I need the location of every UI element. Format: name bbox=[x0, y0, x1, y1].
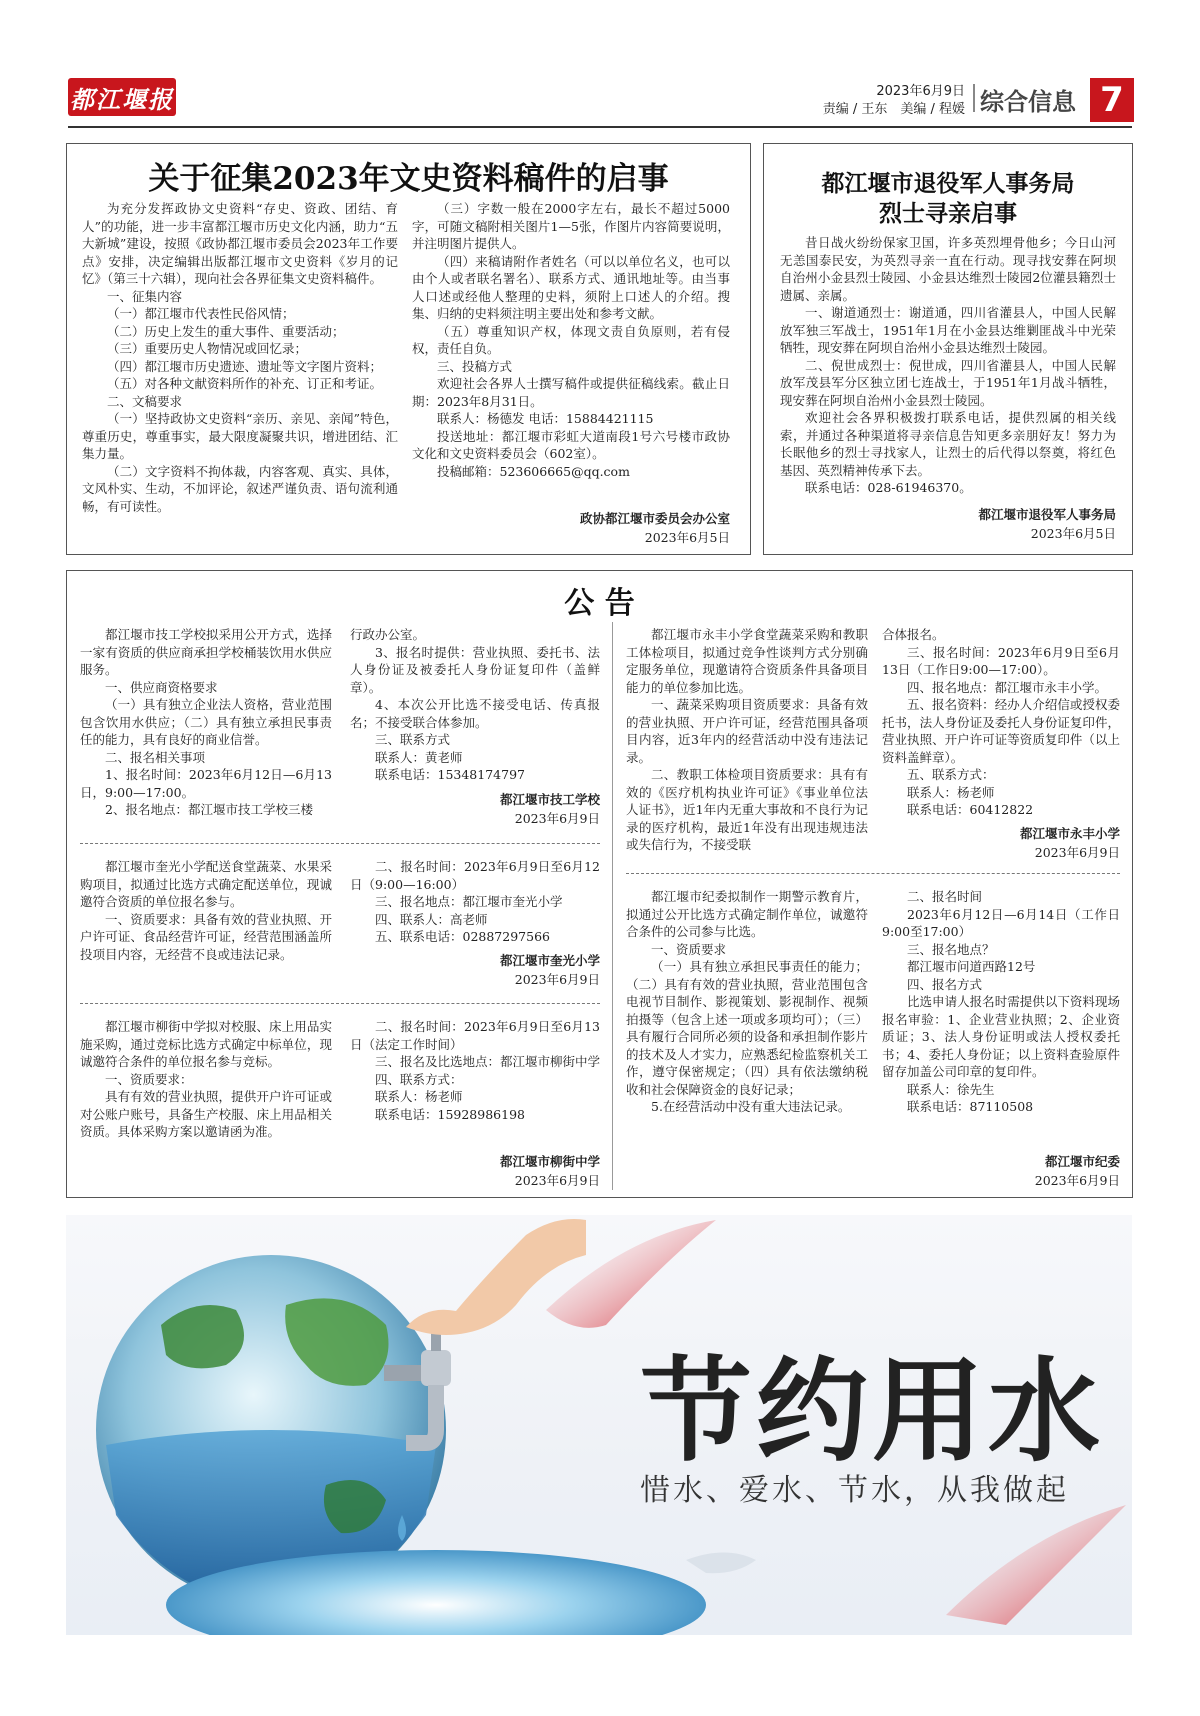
paragraph: 具有有效的营业执照，提供开户许可证或对公账户账号，具备生产校服、床上用品相关资质。具体采购方案以邀请函为准。 bbox=[80, 1089, 332, 1139]
paragraph: 联系电话：15928986198 bbox=[375, 1106, 525, 1122]
paragraph: 三、报名地点：都江堰市奎光小学 bbox=[375, 894, 563, 909]
paragraph: 欢迎社会各界人士撰写稿件或提供征稿线索。截止日期：2023年8月31日。 bbox=[412, 376, 730, 409]
paragraph: 联系人：杨老师 bbox=[907, 784, 995, 800]
notice-jigong-col2 bbox=[350, 626, 600, 784]
notice-kuiguang-col1 bbox=[80, 858, 332, 963]
paragraph: 都江堰市技工学校拟采用公开方式，选择一家有资质的供应商承担学校桶装饮用水供应服务。 bbox=[80, 627, 332, 677]
paragraph: （五）尊重知识产权，体现文责自负原则，若有侵权，责任自负。 bbox=[412, 323, 730, 356]
newspaper-logo: 都江堰报 bbox=[68, 78, 176, 116]
paragraph: 为充分发挥政协文史资料“存史、资政、团结、育人”的功能，进一步丰富都江堰市历史文化内涵，助力“五大新城”建设，按照《政协都江堰市委员会2023年工作要点》安排，决定编辑出版都江堰市文史资料《岁月的记忆》（第三十六辑），现向社会各界征集文史资料稿件。 bbox=[82, 201, 398, 286]
paragraph: 联系人：黄老师 bbox=[375, 749, 463, 765]
banner-subtitle: 惜水、爱水、节水，从我做起 bbox=[640, 1473, 1069, 1508]
notice-yongfeng-date: 2023年6月9日 bbox=[1034, 845, 1120, 860]
notice-yongfeng-signer: 都江堰市永丰小学 bbox=[1019, 826, 1120, 841]
paragraph: （二）历史上发生的重大事件、重要活动； bbox=[107, 323, 345, 339]
issue-date: 2023年6月9日 bbox=[876, 84, 965, 99]
banner-title: 节约用水 bbox=[640, 1346, 1104, 1477]
paragraph: 五、联系电话：02887297566 bbox=[375, 929, 550, 944]
gonggao-center-divider bbox=[612, 622, 613, 1190]
editors: 责编 / 王东 美编 / 程媛 bbox=[822, 102, 965, 117]
red-brush-stroke bbox=[946, 1505, 1126, 1625]
veterans-notice-body bbox=[780, 234, 1116, 497]
paragraph: 一、供应商资格要求 bbox=[105, 679, 218, 695]
paragraph: （四）都江堰市历史遗迹、遗址等文字图片资料； bbox=[107, 358, 383, 374]
paragraph: 二、报名时间：2023年6月9日至6月12日（9:00—16:00） bbox=[350, 859, 600, 892]
veterans-notice-date: 2023年6月5日 bbox=[1030, 526, 1116, 541]
paragraph: 一、资质要求： bbox=[105, 1071, 193, 1087]
paragraph: 3、报名时提供：营业执照、委托书、法人身份证及被委托人身份证复印件（盖鲜章）。 bbox=[350, 644, 600, 695]
gonggao-title: 公 告 bbox=[564, 586, 635, 621]
paragraph: 合体报名。 bbox=[882, 627, 945, 642]
paragraph: 四、报名地点：都江堰市永丰小学。 bbox=[907, 679, 1108, 695]
paragraph: 都江堰市永丰小学食堂蔬菜采购和教职工体检项目，拟通过竞争性谈判方式分别确定服务单位，现邀请符合资质条件具备项目能力的单位参加比选。 bbox=[626, 627, 868, 695]
paragraph: 二、报名时间 bbox=[907, 889, 983, 904]
paragraph: 联系电话：15348174797 bbox=[375, 767, 525, 782]
paragraph: 四、联系方式： bbox=[375, 1071, 463, 1087]
paragraph: 2、报名地点：都江堰市技工学校三楼 bbox=[105, 802, 313, 817]
paragraph: 二、报名相关事项 bbox=[105, 749, 206, 765]
paragraph: 三、投稿方式 bbox=[437, 358, 513, 374]
paragraph: 二、教职工体检项目资质要求：具有有效的《医疗机构执业许可证》《事业单位法人证书》，近1年内无重大事故和不良行为记录的医疗机构，最近1年没有出现违规违法或失信行为，不接受联 bbox=[626, 767, 868, 852]
paragraph: 联系电话：028-61946370。 bbox=[805, 480, 972, 495]
header-divider bbox=[973, 84, 975, 112]
notice-jigong-signer: 都江堰市技工学校 bbox=[499, 792, 600, 807]
notice-liujie-signer: 都江堰市柳街中学 bbox=[499, 1154, 600, 1169]
paragraph: 投稿邮箱：523606665@qq.com bbox=[437, 463, 630, 479]
paragraph: 昔日战火纷纷保家卫国，许多英烈埋骨他乡；今日山河无恙国泰民安，为英烈寻亲一直在行动。现寻找安葬在阿坝自治州小金县烈士陵园、小金县达维烈士陵园2位灌县籍烈士遗属、亲属。 bbox=[780, 235, 1116, 303]
paragraph: （一）坚持政协文史资料“亲历、亲见、亲闻”特色，尊重历史，尊重事实，最大限度凝聚共识，增进团结、汇集力量。 bbox=[82, 411, 398, 461]
page-number: 7 bbox=[1090, 78, 1134, 122]
notice-liujie-col1 bbox=[80, 1018, 332, 1141]
notice-yongfeng-col2 bbox=[882, 626, 1120, 819]
paragraph: 二、报名时间：2023年6月9日至6月13日（法定工作时间） bbox=[350, 1019, 600, 1052]
divider bbox=[626, 873, 1120, 874]
notice-kuiguang-col2 bbox=[350, 858, 600, 946]
paragraph: （二）文字资料不拘体裁，内容客观、真实、具体，文风朴实、生动，不加评论，叙述严谨负责、语句流利通畅，有可读性。 bbox=[82, 463, 398, 514]
paragraph: 五、报名资料：经办人介绍信或授权委托书，法人身份证及委托人身份证复印件，营业执照、开户许可证等资质复印件（以上资料盖鲜章）。 bbox=[882, 697, 1120, 765]
paragraph: （三）重要历史人物情况或回忆录； bbox=[107, 341, 308, 356]
section-name: 综合信息 bbox=[980, 88, 1076, 116]
veterans-notice-title-2: 烈士寻亲启事 bbox=[879, 200, 1017, 227]
paragraph: 2023年6月12日—6月14日（工作日9:00至17:00） bbox=[882, 906, 1120, 939]
notice-jiwei-signer: 都江堰市纪委 bbox=[1044, 1154, 1120, 1169]
paragraph: 四、报名方式 bbox=[907, 976, 983, 992]
notice-kuiguang-signer: 都江堰市奎光小学 bbox=[499, 953, 600, 968]
paragraph: 二、文稿要求 bbox=[107, 393, 183, 409]
notice-liujie-date: 2023年6月9日 bbox=[514, 1173, 600, 1188]
cloud-motif bbox=[686, 1553, 756, 1574]
paragraph: 都江堰市问道西路12号 bbox=[907, 959, 1036, 974]
paragraph: 四、联系人：高老师 bbox=[375, 911, 488, 927]
history-notice-title: 关于征集2023年文史资料稿件的启事 bbox=[148, 161, 669, 197]
history-notice-date: 2023年6月5日 bbox=[644, 530, 730, 545]
notice-jiwei-col1 bbox=[626, 888, 868, 1116]
history-notice-col2 bbox=[412, 200, 730, 480]
paragraph: 一、资质要求：具备有效的营业执照、开户许可证、食品经营许可证，经营范围涵盖所投项目内容，无经营不良或违法记录。 bbox=[80, 911, 332, 962]
paragraph: 比选申请人报名时需提供以下资料现场报名审验：1、企业营业执照；2、企业资质证；3、法人身份证明或法人授权委托书；4、委托人身份证；以上资料查验原件留存加盖公司印章的复印件。 bbox=[882, 994, 1120, 1079]
paragraph: 三、联系方式 bbox=[375, 732, 451, 747]
paragraph: 1、报名时间：2023年6月12日—6月13日，9:00—17:00。 bbox=[80, 767, 332, 800]
paragraph: 欢迎社会各界积极拨打联系电话，提供烈属的相关线索，并通过各种渠道将寻亲信息告知更多亲朋好友！努力为长眠他乡的烈士寻找家人，让烈士的后代得以祭奠，将红色基因、英烈精神传承下去。 bbox=[780, 410, 1116, 478]
paragraph: 一、资质要求 bbox=[651, 941, 727, 957]
faucet-valve bbox=[431, 1333, 441, 1351]
divider bbox=[80, 843, 600, 844]
divider bbox=[80, 1003, 600, 1004]
paragraph: （四）来稿请附作者姓名（可以以单位名义，也可以由个人或者联名署名）、联系方式、通讯地址等。由当事人口述或经他人整理的史料，须附上口述人的介绍。搜集、归纳的史料须注明主要出处和参考文献。 bbox=[412, 253, 730, 321]
paragraph: 一、谢道通烈士：谢道通，四川省灌县人，中国人民解放军独三军战士，1951年1月在小金县达维剿匪战斗中光荣牺牲，现安葬在阿坝自治州小金县达维烈士陵园。 bbox=[780, 305, 1116, 355]
paragraph: 都江堰市奎光小学配送食堂蔬菜、水果采购项目，拟通过比选方式确定配送单位，现诚邀符合资质的单位报名参与。 bbox=[80, 859, 332, 909]
paragraph: （五）对各种文献资料所作的补充、订正和考证。 bbox=[107, 376, 383, 391]
paragraph: 二、倪世成烈士：倪世成，四川省灌县人，中国人民解放军茂县军分区独立团七连战士，于1951年1月战斗牺牲，现安葬在阿坝自治州小金县烈士陵园。 bbox=[780, 357, 1116, 408]
paragraph: 4、本次公开比选不接受电话、传真报名；不接受联合体参加。 bbox=[350, 697, 600, 730]
paragraph: 一、征集内容 bbox=[107, 288, 183, 304]
faucet-body bbox=[421, 1350, 451, 1386]
veterans-notice-signer: 都江堰市退役军人事务局 bbox=[978, 507, 1116, 522]
paragraph: 联系人：杨老师 bbox=[375, 1089, 463, 1104]
paragraph: 联系人：杨德发 电话：15884421115 bbox=[437, 411, 654, 426]
paragraph: 联系电话：87110508 bbox=[907, 1099, 1034, 1114]
notice-yongfeng-col1 bbox=[626, 626, 868, 854]
paragraph: 联系电话：60412822 bbox=[907, 802, 1034, 817]
paragraph: 三、报名及比选地点：都江堰市柳街中学 bbox=[375, 1054, 601, 1069]
paragraph: 行政办公室。 bbox=[350, 627, 426, 642]
notice-kuiguang-date: 2023年6月9日 bbox=[514, 972, 600, 987]
notice-liujie-col2 bbox=[350, 1018, 600, 1123]
paragraph: 联系人：徐先生 bbox=[907, 1081, 995, 1097]
paragraph: 三、报名地点？ bbox=[907, 941, 995, 957]
paragraph: 都江堰市柳街中学拟对校服、床上用品实施采购，通过竞标比选方式确定中标单位，现诚邀符合条件的单位报名参与竞标。 bbox=[80, 1019, 332, 1069]
notice-jigong-col1 bbox=[80, 626, 332, 819]
history-notice-col1 bbox=[82, 200, 398, 515]
notice-jiwei-col2 bbox=[882, 888, 1120, 1116]
header-rule bbox=[68, 126, 1132, 128]
paragraph: 都江堰市纪委拟制作一期警示教育片，拟通过公开比选方式确定制作单位，诚邀符合条件的公司参与比选。 bbox=[626, 889, 868, 939]
paragraph: 五、联系方式： bbox=[907, 767, 995, 782]
paragraph: 投送地址：都江堰市彩虹大道南段1号六号楼市政协文化和文史资料委员会（602室）。 bbox=[412, 428, 730, 461]
paragraph: （一）具有独立承担民事责任的能力；（二）具有有效的营业执照，营业范围包含电视节目制作、影视策划、影视制作、视频拍摄等（包含上述一项或多项均可）；（三）具有履行合同所必须的设备和承担制作影片的技术及人才实力，应熟悉纪检监察机关工作，遵守保密规定；（四）具有依法缴纳税收和社会保障资金的良好记录； bbox=[626, 959, 868, 1097]
history-notice-signer: 政协都江堰市委员会办公室 bbox=[579, 511, 730, 526]
paragraph: 三、报名时间：2023年6月9日至6月13日（工作日9:00—17:00）。 bbox=[882, 644, 1120, 677]
notice-jiwei-date: 2023年6月9日 bbox=[1034, 1173, 1120, 1188]
paragraph: 一、蔬菜采购项目资质要求：具备有效的营业执照、开户许可证，经营范围具备项目内容，近3年内的经营活动中没有违法记录。 bbox=[626, 697, 868, 765]
notice-jigong-date: 2023年6月9日 bbox=[514, 811, 600, 826]
paragraph: （一）都江堰市代表性民俗风情； bbox=[107, 306, 295, 321]
paragraph: 5.在经营活动中没有重大违法记录。 bbox=[651, 1099, 851, 1114]
veterans-notice-title-1: 都江堰市退役军人事务局 bbox=[821, 170, 1075, 197]
paragraph: （三）字数一般在2000字左右，最长不超过5000字，可随文稿附相关图片1—5张，作图片内容简要说明，并注明图片提供人。 bbox=[412, 201, 730, 251]
paragraph: （一）具有独立企业法人资格，营业范围包含饮用水供应；（二）具有独立承担民事责任的能力，具有良好的商业信誉。 bbox=[80, 697, 332, 747]
